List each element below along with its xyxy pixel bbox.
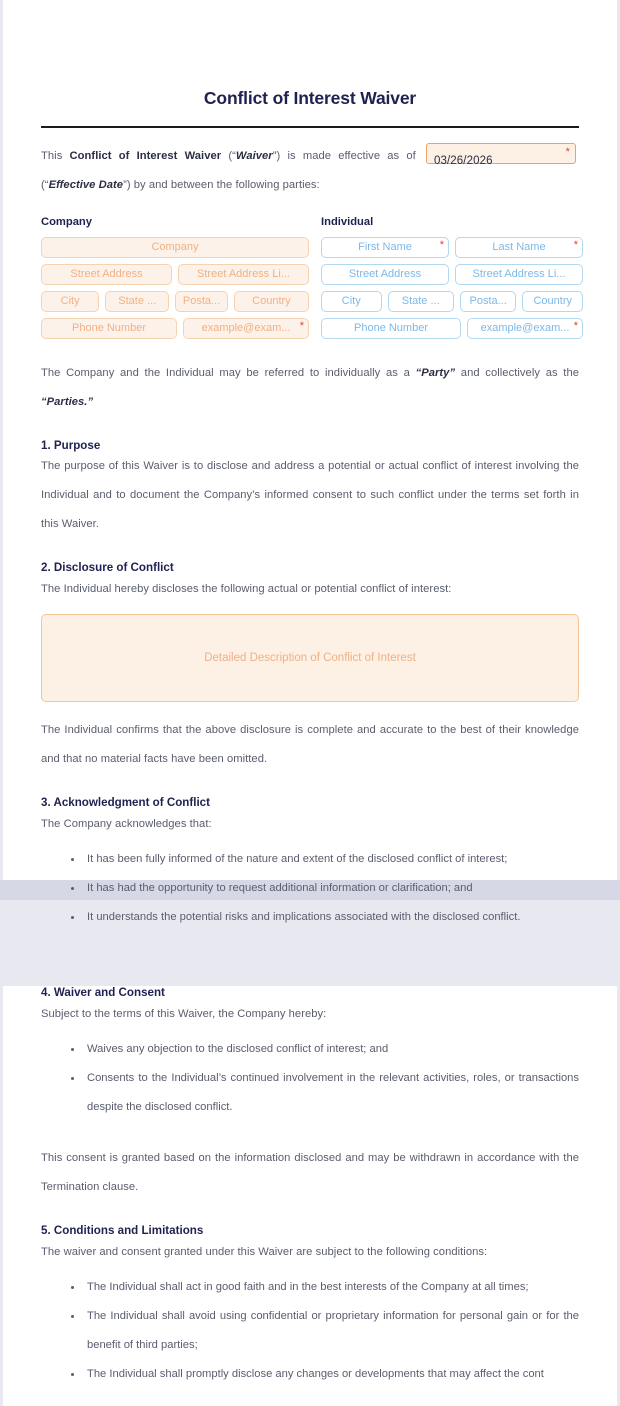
intro-after-2: ”) by and between the following parties: bbox=[123, 178, 320, 191]
list-item: It understands the potential risks and implications associated with the disclosed conflict. bbox=[71, 903, 579, 932]
individual-country-input[interactable]: Country bbox=[522, 291, 583, 312]
company-street-address-input[interactable]: Street Address bbox=[41, 264, 172, 285]
company-name-row bbox=[41, 237, 309, 258]
individual-name-row bbox=[321, 237, 583, 258]
list-item: It has been fully informed of the nature and extent of the disclosed conflict of interest; bbox=[71, 845, 579, 874]
individual-email-placeholder: example@exam... bbox=[480, 322, 570, 334]
section-4-closing: This consent is granted based on the information disclosed and may be withdrawn in accordance with the Termination clause. bbox=[41, 1151, 579, 1193]
individual-party-block bbox=[321, 216, 583, 345]
list-item: The Individual shall act in good faith and in the best interests of the Company at all times; bbox=[71, 1273, 579, 1302]
individual-last-name-input[interactable] bbox=[455, 237, 583, 258]
company-city-state-row bbox=[41, 291, 309, 312]
required-asterisk-icon: * bbox=[299, 319, 304, 332]
individual-phone-input[interactable]: Phone Number bbox=[321, 318, 461, 339]
individual-address-row bbox=[321, 264, 583, 285]
document-page-1 bbox=[3, 0, 617, 924]
individual-label: Individual bbox=[321, 215, 374, 228]
individual-email-input[interactable] bbox=[467, 318, 583, 339]
title-divider bbox=[41, 126, 579, 128]
document-page-2 bbox=[3, 986, 617, 1406]
required-asterisk-icon: * bbox=[573, 238, 578, 251]
intro-waiver-italic: Waiver bbox=[235, 149, 273, 162]
section-1-paragraph: The purpose of this Waiver is to disclose and address a potential or actual conflict of interest involving the Individual and to document the Company’s informed consent to such conflict under the terms set forth in this Waiver. bbox=[41, 460, 579, 531]
intro-text-before: This bbox=[41, 149, 70, 162]
individual-state-input[interactable]: State ... bbox=[388, 291, 454, 312]
section-5-bullet-list bbox=[41, 1273, 579, 1389]
section-4-lead: Subject to the terms of this Waiver, the Company hereby: bbox=[41, 1007, 327, 1020]
list-item: The Individual shall promptly disclose any changes or developments that may affect the cont bbox=[71, 1360, 579, 1389]
section-heading-5: 5. Conditions and Limitations bbox=[41, 1223, 204, 1237]
section-heading-1: 1. Purpose bbox=[41, 438, 101, 452]
individual-street-address-input[interactable]: Street Address bbox=[321, 264, 449, 285]
individual-first-name-placeholder: First Name bbox=[358, 241, 412, 253]
company-email-input[interactable] bbox=[183, 318, 309, 339]
list-item: The Individual shall avoid using confidential or proprietary information for personal gain or for the benefit of third parties; bbox=[71, 1302, 579, 1360]
list-item: It has had the opportunity to request additional information or clarification; and bbox=[71, 874, 579, 903]
section-heading-3: 3. Acknowledgment of Conflict bbox=[41, 796, 210, 810]
section-3-lead: The Company acknowledges that: bbox=[41, 818, 212, 831]
intro-waiver-bold: Conflict of Interest Waiver bbox=[69, 149, 222, 162]
page-title: Conflict of Interest Waiver bbox=[203, 88, 417, 108]
individual-postal-input[interactable]: Posta... bbox=[460, 291, 517, 312]
required-asterisk-icon: * bbox=[565, 145, 571, 158]
party-def-1: The Company and the Individual may be referred to individually as a bbox=[41, 366, 416, 379]
intro-effective-date-italic: Effective Date bbox=[48, 178, 124, 191]
section-heading-4: 4. Waiver and Consent bbox=[41, 986, 165, 999]
section-2-closing: The Individual confirms that the above disclosure is complete and accurate to the best of their knowledge and that no material facts have been omitted. bbox=[41, 724, 579, 766]
company-state-input[interactable]: State ... bbox=[105, 291, 169, 312]
party-def-italic-1: “Party” bbox=[415, 366, 456, 379]
company-email-placeholder: example@exam... bbox=[201, 322, 291, 334]
intro-mid-1: (“ bbox=[221, 149, 236, 162]
company-contact-row bbox=[41, 318, 309, 339]
company-party-block bbox=[41, 216, 309, 345]
party-def-italic-2: “Parties.” bbox=[41, 395, 94, 408]
party-def-2: and collectively as the bbox=[455, 366, 579, 379]
section-5-lead: The waiver and consent granted under this Waiver are subject to the following conditions: bbox=[41, 1245, 488, 1258]
conflict-description-textarea[interactable] bbox=[41, 614, 579, 702]
individual-city-input[interactable]: City bbox=[321, 291, 382, 312]
individual-street-address-line2-input[interactable]: Street Address Li... bbox=[455, 264, 583, 285]
company-address-row bbox=[41, 264, 309, 285]
section-2-lead: The Individual hereby discloses the following actual or potential conflict of interest: bbox=[41, 583, 452, 596]
intro-mid-2: ”) is made effective as of bbox=[272, 149, 424, 162]
list-item: Consents to the Individual’s continued involvement in the relevant activities, roles, or transactions despite the disclosed conflict. bbox=[71, 1064, 579, 1122]
company-label: Company bbox=[41, 215, 92, 228]
section-4-bullet-list bbox=[41, 1035, 579, 1122]
company-name-input[interactable]: Company bbox=[41, 237, 309, 258]
list-item: Waives any objection to the disclosed conflict of interest; and bbox=[71, 1035, 579, 1064]
company-city-input[interactable]: City bbox=[41, 291, 99, 312]
section-3-bullet-list bbox=[41, 845, 579, 932]
intro-after-1: (“ bbox=[41, 178, 49, 191]
required-asterisk-icon: * bbox=[439, 238, 444, 251]
required-asterisk-icon: * bbox=[573, 319, 578, 332]
effective-date-field[interactable] bbox=[426, 143, 576, 167]
individual-first-name-input[interactable] bbox=[321, 237, 449, 258]
effective-date-value: 03/26/2026 bbox=[434, 154, 493, 167]
company-postal-input[interactable]: Posta... bbox=[175, 291, 228, 312]
intro-paragraph bbox=[41, 142, 579, 200]
individual-contact-row bbox=[321, 318, 583, 339]
party-definition-paragraph bbox=[41, 359, 579, 417]
conflict-description-placeholder: Detailed Description of Conflict of Interest bbox=[204, 652, 416, 665]
individual-city-state-row bbox=[321, 291, 583, 312]
company-country-input[interactable]: Country bbox=[234, 291, 309, 312]
company-phone-input[interactable]: Phone Number bbox=[41, 318, 177, 339]
company-street-address-line2-input[interactable]: Street Address Li... bbox=[178, 264, 309, 285]
parties-section bbox=[41, 216, 579, 345]
individual-last-name-placeholder: Last Name bbox=[492, 241, 546, 253]
section-heading-2: 2. Disclosure of Conflict bbox=[41, 561, 174, 575]
